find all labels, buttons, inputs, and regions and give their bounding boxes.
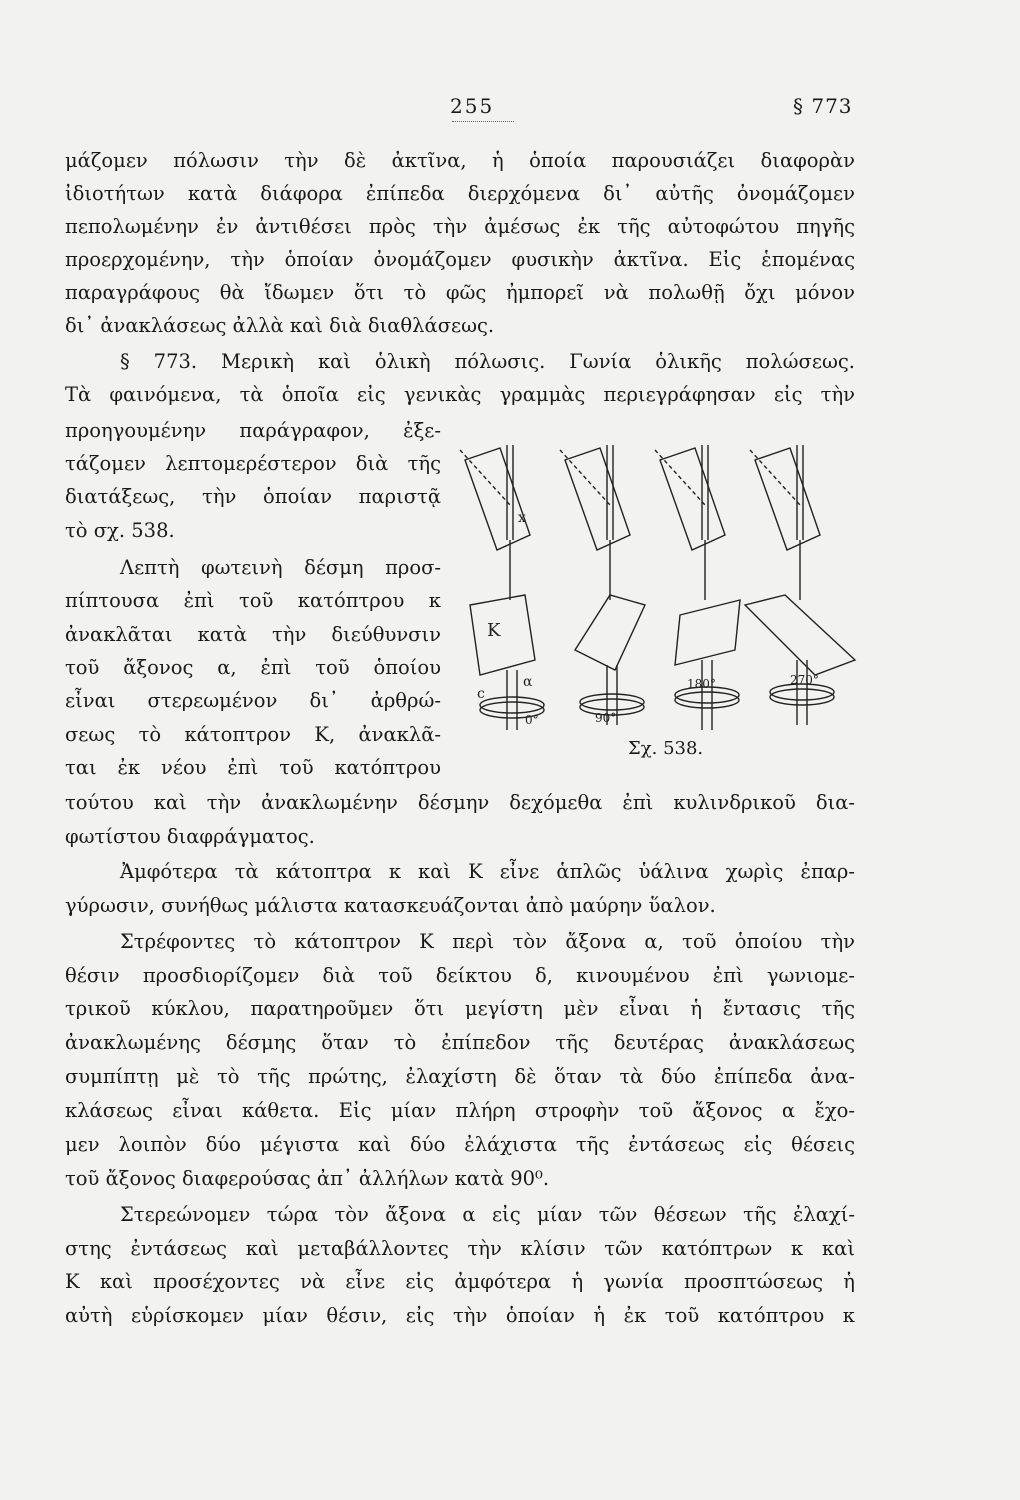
- section-heading: § 773. Μερικὴ καὶ ὁλικὴ πόλωσις. Γωνία ὁλικῆς πολώσεως.: [120, 350, 855, 373]
- apparatus-panel-2: [560, 445, 645, 725]
- text-line: παραγράφους θὰ ἴδωμεν ὅτι τὸ φῶς ἠμπορεῖ νὰ πολωθῇ ὄχι μόνον: [65, 281, 855, 304]
- text-line: Λεπτὴ φωτεινὴ δέσμη προσ-: [120, 556, 441, 579]
- text-line: μάζομεν πόλωσιν τὴν δὲ ἀκτῖνα, ἡ ὁποία παρουσιάζει διαφορὰν: [65, 149, 855, 172]
- text-line: γύρωσιν, συνήθως μάλιστα κατασκευάζονται ἀπὸ μαύρην ὕαλον.: [65, 894, 716, 917]
- text-line: προερχομένην, τὴν ὁποίαν ὀνομάζομεν φυσικὴν ἀκτῖνα. Εἰς ἑπομένας: [65, 248, 855, 271]
- label-180-deg: 180°: [687, 677, 716, 691]
- section-reference: § 773: [793, 94, 853, 118]
- text-line: τοῦ ἄξονος διαφερούσας ἀπ᾽ ἀλλήλων κατὰ 90⁰.: [65, 1167, 550, 1190]
- text-line: Τὰ φαινόμενα, τὰ ὁποῖα εἰς γενικὰς γραμμὰς περιεγράφησαν εἰς τὴν: [65, 383, 855, 406]
- text-line: τρικοῦ κύκλου, παρατηροῦμεν ὅτι μεγίστη μὲν εἶναι ἡ ἔντασις τῆς: [65, 997, 855, 1020]
- text-line: ἀνακλᾶται κατὰ τὴν διεύθυνσιν: [65, 623, 441, 646]
- figure-caption: Σχ. 538.: [628, 738, 704, 759]
- label-K: K: [487, 620, 501, 641]
- label-alpha: α: [523, 674, 533, 690]
- text-line: Στρέφοντες τὸ κάτοπτρον Κ περὶ τὸν ἄξονα α, τοῦ ὁποίου τὴν: [120, 930, 855, 953]
- text-line: Ἀμφότερα τὰ κάτοπτρα κ καὶ Κ εἶνε ἁπλῶς ὑάλινα χωρὶς ἐπαρ-: [120, 860, 855, 883]
- polarization-apparatus-figure: [455, 440, 865, 770]
- text-line: στης ἐντάσεως καὶ μεταβάλλοντες τὴν κλίσιν τῶν κατόπτρων κ καὶ: [65, 1237, 855, 1260]
- text-line: πίπτουσα ἐπὶ τοῦ κατόπτρου κ: [65, 589, 441, 612]
- text-line: τοῦ ἄξονος α, ἐπὶ τοῦ ὁποίου: [65, 656, 441, 679]
- text-line: διατάξεως, τὴν ὁποίαν παριστᾷ: [65, 485, 441, 508]
- text-line: μεν λοιπὸν δύο μέγιστα καὶ δύο ἐλάχιστα τῆς ἐντάσεως εἰς θέσεις: [65, 1133, 855, 1156]
- text-line: αὐτὴ εὑρίσκομεν μίαν θέσιν, εἰς τὴν ὁποίαν ἡ ἐκ τοῦ κατόπτρου κ: [65, 1304, 855, 1327]
- text-line: εἶναι στερεωμένον δι᾽ ἀρθρώ-: [65, 689, 441, 712]
- label-c: c: [477, 686, 485, 702]
- text-line: ται ἐκ νέου ἐπὶ τοῦ κατόπτρου: [65, 756, 441, 779]
- text-line: φωτίστου διαφράγματος.: [65, 825, 315, 848]
- text-line: πεπολωμένην ἐν ἀντιθέσει πρὸς τὴν ἀμέσως ἐκ τῆς αὐτοφώτου πηγῆς: [65, 215, 855, 238]
- page-number: 255: [450, 94, 495, 118]
- label-x: x: [518, 510, 526, 526]
- page-number-underline: [452, 121, 514, 122]
- label-0-deg: 0°: [525, 713, 539, 727]
- text-line: προηγουμένην παράγραφον, ἐξε-: [65, 419, 441, 442]
- text-line: τάζομεν λεπτομερέστερον διὰ τῆς: [65, 452, 441, 475]
- text-line: θέσιν προσδιορίζομεν διὰ τοῦ δείκτου δ, κινουμένου ἐπὶ γωνιομε-: [65, 964, 855, 987]
- text-line: ἀνακλωμένης δέσμης ὅταν τὸ ἐπίπεδον τῆς δευτέρας ἀνακλάσεως: [65, 1031, 855, 1054]
- text-line: ἰδιοτήτων κατὰ διάφορα ἐπίπεδα διερχόμενα δι᾽ αὐτῆς ὀνομάζομεν: [65, 182, 855, 205]
- text-line: Στερεώνομεν τώρα τὸν ἄξονα α εἰς μίαν τῶν θέσεων τῆς ἐλαχί-: [120, 1203, 855, 1226]
- text-line: δι᾽ ἀνακλάσεως ἀλλὰ καὶ διὰ διαθλάσεως.: [65, 314, 495, 337]
- text-line: τὸ σχ. 538.: [65, 519, 175, 542]
- label-90-deg: 90°: [595, 711, 617, 725]
- text-line: συμπίπτῃ μὲ τὸ τῆς πρώτης, ἐλαχίστη δὲ ὅταν τὰ δύο ἐπίπεδα ἀνα-: [65, 1065, 855, 1088]
- text-line: τούτου καὶ τὴν ἀνακλωμένην δέσμην δεχόμεθα ἐπὶ κυλινδρικοῦ δια-: [65, 791, 855, 814]
- label-270-deg: 270°: [790, 673, 819, 687]
- text-line: σεως τὸ κάτοπτρον Κ, ἀνακλᾶ-: [65, 723, 441, 746]
- text-line: κλάσεως εἶναι κάθετα. Εἰς μίαν πλήρη στροφὴν τοῦ ἄξονος α ἔχο-: [65, 1099, 855, 1122]
- text-line: Κ καὶ προσέχοντες νὰ εἶνε εἰς ἀμφότερα ἡ γωνία προσπτώσεως ἡ: [65, 1270, 855, 1293]
